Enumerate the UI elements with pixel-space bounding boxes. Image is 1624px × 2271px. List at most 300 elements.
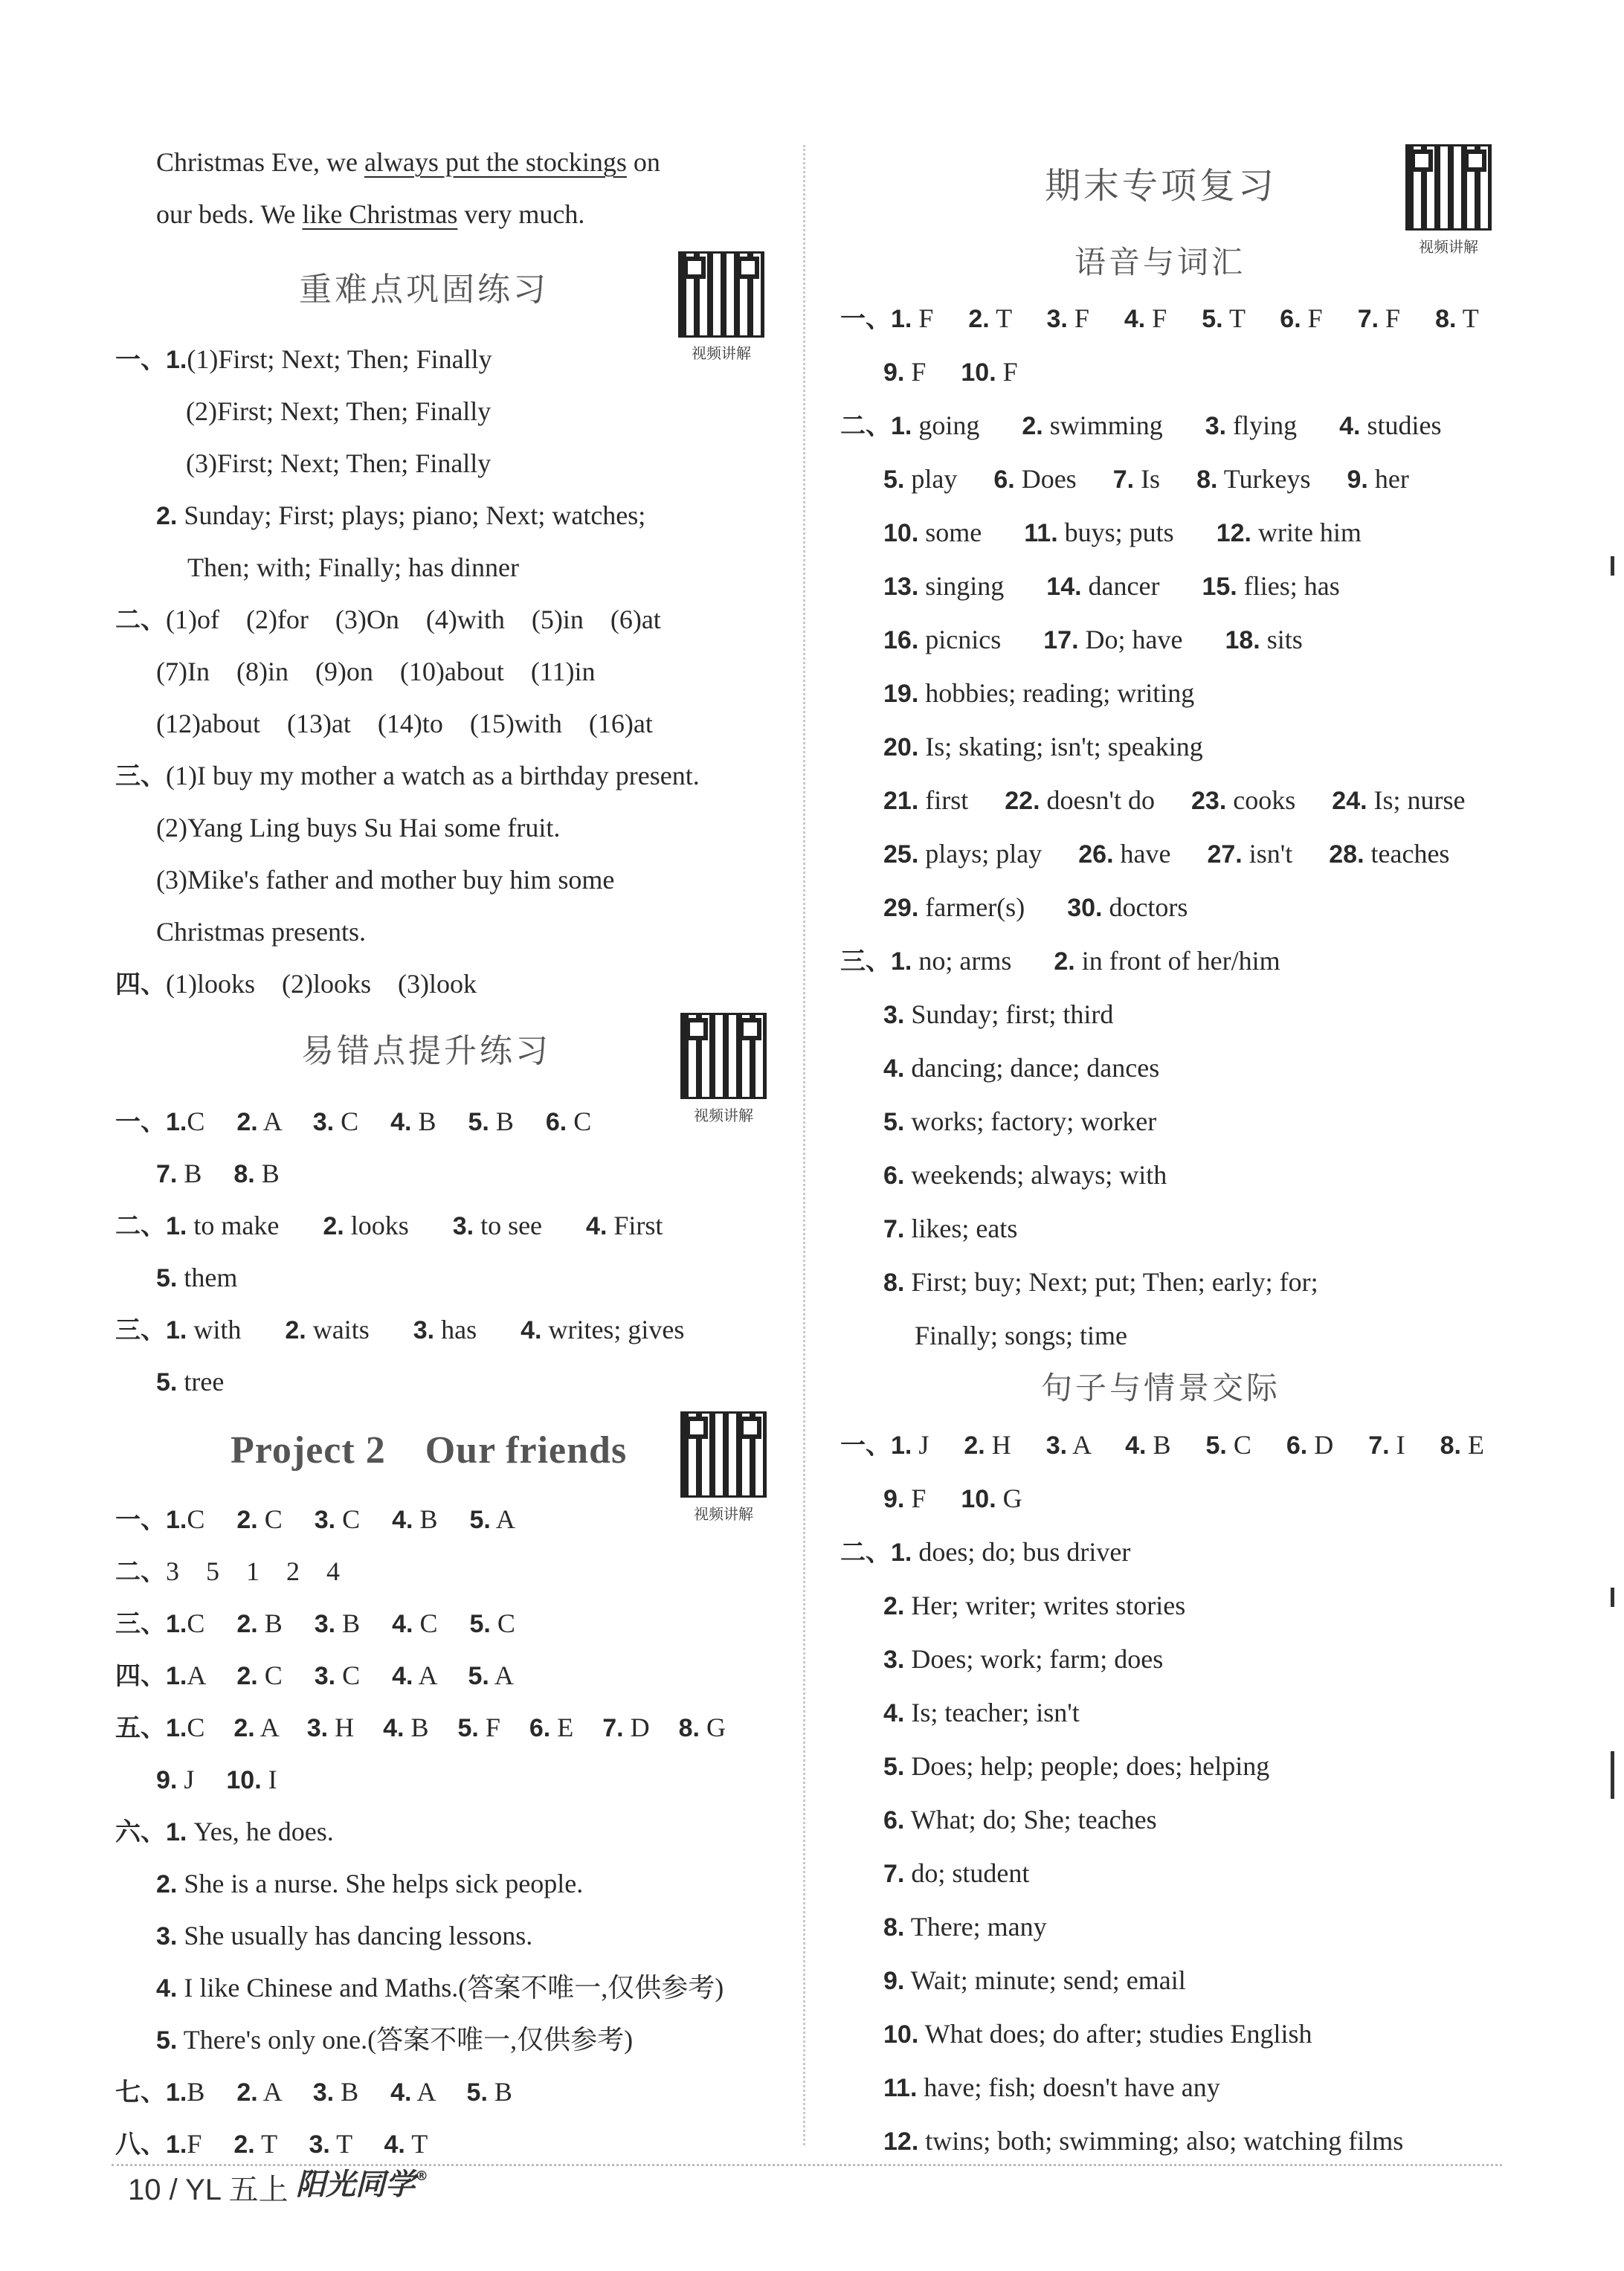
answer-text: singing [925,571,1005,601]
main-title: 期末专项复习 [1045,165,1277,207]
answer-text: weekends; always; with [911,1160,1167,1190]
question-number: 4. [383,1714,405,1742]
question-number: 一、1. [115,346,187,374]
question-number: 9. [1347,466,1368,494]
question-number: 11. [883,2074,918,2102]
question-number: 2. [964,1431,985,1460]
answer-text: hobbies; reading; writing [925,678,1195,708]
question-number: 4. [1339,412,1361,440]
question-number: 三、1. [115,1610,187,1638]
answer-text: teaches [1370,839,1450,869]
question-number: 5. [466,2078,488,2107]
question-number: 8. [1196,466,1218,494]
answer-text: Is; skating; isn't; speaking [925,732,1203,761]
question-number: 2. [236,1610,258,1638]
section-title: 易错点提升练习 [301,1032,551,1070]
answer-text: do; student [911,1858,1030,1888]
answer-text: F [187,2129,202,2159]
question-number: 3. [306,1714,329,1742]
answer-text: does; do; bus driver [918,1537,1131,1567]
question-number: 2. [236,1662,258,1690]
question-number: 4. [883,1054,905,1083]
question-number: 20. [883,733,919,761]
answer-text: I [268,1765,277,1794]
answer-text: J [184,1765,195,1794]
answer-text: Is [1141,464,1161,494]
answer-text: A [1072,1430,1091,1460]
registered-mark: ® [415,2168,428,2184]
question-number: 29. [883,894,919,922]
answer-text: F [1074,303,1089,333]
answer-line [883,1054,1159,1081]
answer-text: B [341,2077,359,2107]
answer-text: Is; teacher; isn't [911,1698,1080,1727]
answer-line [883,1753,1269,1779]
answer-text: A [260,1713,278,1742]
answer-line [156,1160,280,1187]
answer-text: B [184,1159,202,1188]
edge-mark [1611,1588,1614,1607]
answer-text: Sunday; First; plays; piano; Next; watches; [184,500,646,530]
answer-line [115,1506,515,1533]
answer-text: C [497,1608,515,1638]
answer-text: them [184,1263,238,1292]
answer-text: F [911,357,927,387]
answer-text: A [262,2077,281,2107]
question-number: 9. [883,1485,905,1513]
answer-line [115,762,700,789]
answer-text: Yes, he does. [193,1817,334,1846]
question-number: 7. [1112,466,1135,494]
answer-text: C [187,1608,205,1638]
question-number: 14. [1046,573,1082,601]
answer-text: A [418,1660,436,1690]
answer-text: H [991,1430,1011,1460]
answer-line [883,358,1018,385]
answer-text: Does [1021,464,1077,494]
question-number: 三、1. [115,1316,187,1344]
answer-line [156,2026,633,2053]
question-number: 四、1. [115,1662,187,1690]
answer-text: (1)I buy my mother a watch as a birthday present. [166,761,700,790]
answer-text: J [918,1430,929,1460]
answer-line [883,787,1466,814]
answer-text: F [1152,303,1167,333]
answer-text: cooks [1233,785,1296,815]
answer-line [115,1662,514,1689]
question-number: 3. [1046,305,1068,333]
answer-text: works; factory; worker [911,1106,1157,1136]
question-number: 2. [1054,947,1075,976]
answer-line [883,680,1194,706]
question-number: 2. [236,2078,258,2107]
question-number: 5. [469,1506,491,1534]
question-number: 5. [156,2026,178,2055]
answer-text: twins; both; swimming; also; watching films [925,2126,1404,2156]
answer-text: D [1314,1430,1334,1460]
answer-line [883,1485,1022,1512]
answer-text: There's only one.(答案不唯一,仅供参考) [183,2025,634,2055]
question-number: 3. [413,1316,435,1344]
answer-text: C [341,1106,359,1136]
answer-line [156,1870,583,1897]
answer-text: flying [1233,410,1298,440]
question-number: 7. [602,1714,624,1742]
answer-line [156,1974,724,2001]
answer-line [115,2078,512,2105]
answer-line [840,1431,1484,1458]
question-number: 2. [968,305,990,333]
answer-line [156,866,614,893]
question-number: 3. [314,1662,336,1690]
answer-text: Sunday; first; third [911,999,1114,1029]
question-number: 12. [883,2127,919,2156]
question-number: 4. [392,1662,413,1690]
answer-line [115,606,661,633]
question-number: 22. [1005,787,1040,815]
section-title: 重难点巩固练习 [299,271,549,309]
question-number: 二、1. [115,1212,187,1240]
question-number: 23. [1191,787,1227,815]
answer-line [883,1215,1017,1242]
answer-text: B [187,2077,205,2107]
question-number: 7. [1368,1431,1390,1460]
text-run: Christmas Eve, we [156,147,364,177]
answer-line [883,2074,1220,2101]
answer-text: studies [1367,410,1442,440]
answer-text: write him [1257,518,1362,547]
answer-line [883,519,1362,546]
question-number: 4. [392,1506,413,1534]
answer-line [115,346,492,373]
answer-text: in front of her/him [1081,946,1280,976]
answer-text: has [441,1315,477,1344]
edge-mark [1611,1751,1614,1799]
answer-line [883,1269,1318,1295]
answer-text: She is a nurse. She helps sick people. [184,1869,584,1898]
question-number: 8. [1435,305,1457,333]
answer-line [156,502,645,529]
question-number: 3. [312,2078,335,2107]
qr-caption: 视频讲解 [1419,238,1478,256]
qr-code-icon[interactable] [1405,144,1492,231]
answer-line [186,398,491,425]
answer-line [156,658,596,685]
answer-text: F [918,303,934,333]
answer-text: farmer(s) [925,892,1025,922]
answer-text: have [1120,839,1171,869]
answer-text: C [1233,1430,1251,1460]
answer-line [883,1162,1167,1188]
answer-text: G [1002,1484,1022,1513]
question-number: 二、 [115,606,166,634]
answer-text: swimming [1049,410,1163,440]
answer-text: isn't [1248,839,1293,869]
question-number: 三、1. [840,947,912,976]
question-number: 3. [1045,1431,1068,1460]
answer-text: C [187,1106,205,1136]
answer-text: with [193,1315,242,1344]
question-number: 6. [993,466,1015,494]
answer-text: no; arms [918,946,1012,976]
answer-text: (12)about (13)at (14)to (15)with (16)at [156,709,653,738]
answer-text: B [1153,1430,1171,1460]
answer-line [840,305,1479,332]
qr-caption: 视频讲解 [694,1106,753,1124]
question-number: 9. [883,358,905,387]
answer-text: First [613,1211,663,1240]
question-number: 三、 [115,762,166,790]
text-run: on [626,147,660,177]
answer-text: flies; has [1243,571,1340,601]
answer-line [156,1922,532,1949]
answer-text: doctors [1109,892,1188,922]
answer-text: Is; nurse [1373,785,1466,815]
question-number: 4. [390,2078,412,2107]
answer-text: her [1374,464,1409,494]
page-number: 10 / YL 五上 [128,2174,289,2206]
answer-text: tree [184,1367,225,1397]
brand-name: 阳光同学 [296,2168,415,2202]
answer-text: C [342,1660,361,1690]
answer-text: Turkeys [1223,464,1311,494]
question-number: 4. [586,1212,608,1240]
question-number: 一、1. [115,1108,187,1136]
answer-text: A [494,1660,514,1690]
answer-text: C [187,1713,205,1742]
answer-text: buys; puts [1064,518,1174,547]
question-number: 4. [883,1699,905,1727]
answer-text: There; many [910,1912,1047,1942]
answer-text: Finally; songs; time [915,1321,1128,1350]
answer-line [883,626,1303,653]
qr-caption: 视频讲解 [694,1505,753,1523]
question-number: 18. [1225,626,1260,654]
answer-text: T [336,2129,352,2159]
answer-text: F [1307,303,1323,333]
question-number: 5. [457,1714,479,1742]
question-number: 28. [1329,840,1364,869]
answer-text: Christmas presents. [156,917,366,947]
answer-text: waits [312,1315,370,1344]
question-number: 3. [156,1922,178,1951]
question-number: 2. [236,1108,258,1136]
answer-text: F [911,1484,927,1513]
answer-line [186,450,491,477]
answer-line [883,1646,1163,1672]
answer-text: A [416,2077,435,2107]
answer-text: What does; do after; studies English [924,2019,1312,2049]
answer-line [156,1368,224,1395]
answer-text: looks [350,1211,409,1240]
qr-code-icon[interactable] [680,1013,767,1099]
answer-text: T [261,2129,277,2159]
footer-rule [112,2164,1502,2166]
text-run: very much. [457,199,585,229]
question-number: 3. [883,1001,905,1029]
intro-line-1 [156,149,660,175]
answer-line [115,1714,726,1741]
question-number: 一、1. [840,1431,912,1460]
question-number: 3. [309,2130,330,2159]
answer-line [883,1592,1185,1619]
answer-text: sits [1266,625,1303,654]
answer-text: E [1467,1430,1484,1460]
answer-text: (1)of (2)for (3)On (4)with (5)in (6)at [166,605,661,634]
qr-code-icon[interactable] [678,251,764,338]
answer-line [840,412,1441,439]
question-number: 2. [233,1714,255,1742]
question-number: 10. [961,1485,996,1513]
question-number: 4. [156,1974,178,2003]
question-number: 3. [1205,412,1227,440]
question-number: 一、1. [840,305,912,333]
question-number: 2. [883,1592,905,1620]
brand-logo [296,2170,428,2200]
answer-text: likes; eats [911,1214,1018,1243]
question-number: 26. [1078,840,1114,869]
question-number: 10. [883,519,919,547]
answer-text: (2)Yang Ling buys Su Hai some fruit. [156,813,561,843]
answer-text: C [264,1660,283,1690]
answer-text: to see [480,1211,543,1240]
answer-text: C [264,1504,283,1534]
column-divider [803,145,805,2145]
question-number: 五、1. [115,1714,187,1742]
qr-caption: 视频讲解 [692,344,751,362]
question-number: 5. [883,1753,905,1781]
question-number: 6. [1286,1431,1308,1460]
section-title: Project 2 Our friends [231,1429,628,1472]
question-number: 30. [1067,894,1103,922]
answer-line [883,894,1188,921]
answer-line [883,466,1409,492]
question-number: 4. [521,1316,542,1344]
section-title: 句子与情景交际 [1041,1370,1281,1406]
question-number: 10. [226,1766,262,1794]
answer-text: Does; help; people; does; helping [911,1751,1270,1781]
answer-text: E [557,1713,574,1742]
answer-text: She usually has dancing lessons. [184,1921,533,1951]
question-number: 8. [233,1160,255,1188]
intro-line-2 [156,201,584,228]
question-number: 5. [1205,1431,1227,1460]
answer-text: A [262,1106,281,1136]
answer-text: to make [193,1211,280,1240]
question-number: 11. [1024,519,1058,547]
answer-text: B [418,1106,436,1136]
answer-text: C [187,1504,205,1534]
question-number: 27. [1207,840,1243,869]
answer-text: doesn't do [1046,785,1156,815]
answer-line [915,1322,1127,1349]
question-number: 3. [314,1506,336,1534]
question-number: 15. [1202,573,1237,601]
answer-text: (7)In (8)in (9)on (10)about (11)in [156,657,596,686]
answer-text: dancing; dance; dances [911,1053,1160,1083]
question-number: 5. [883,466,905,494]
question-number: 12. [1216,519,1251,547]
answer-text: I like Chinese and Maths.(答案不唯一,仅供参考) [184,1973,724,2003]
answer-text: picnics [925,625,1002,654]
answer-text: B [261,1159,280,1188]
answer-line [156,710,653,737]
question-number: 8. [883,1913,905,1942]
question-number: 7. [883,1860,905,1888]
answer-text: B [342,1608,361,1638]
answer-text: Her; writer; writes stories [911,1591,1186,1620]
answer-text: first [925,785,969,815]
question-number: 8. [883,1269,905,1297]
answer-text: Does; work; farm; does [911,1644,1164,1674]
answer-line [115,1558,340,1585]
answer-text: F [1002,357,1018,387]
question-number: 2. [1022,412,1043,440]
answer-line [115,1212,663,1239]
question-number: 5. [156,1264,178,1292]
answer-text: B [419,1504,438,1534]
answer-text: B [264,1608,283,1638]
question-number: 2. [156,502,178,530]
answer-text: have; fish; doesn't have any [924,2072,1220,2102]
answer-text: What; do; She; teaches [910,1805,1157,1834]
question-number: 5. [883,1108,905,1136]
answer-text: T [996,303,1012,333]
question-number: 2. [156,1870,178,1898]
question-number: 7. [156,1160,178,1188]
answer-line [883,1806,1157,1833]
question-number: 8. [1440,1431,1461,1460]
answer-line [883,1001,1113,1028]
question-number: 6. [883,1162,905,1190]
question-number: 3. [452,1212,474,1240]
answer-text: H [335,1713,355,1742]
question-number: 2. [323,1212,344,1240]
answer-text: D [630,1713,650,1742]
answer-text: (3)First; Next; Then; Finally [186,448,492,478]
answer-text: (1)looks (2)looks (3)look [166,969,477,999]
underlined-answer: like Christmas [302,199,458,229]
answer-text: Do; have [1085,625,1183,654]
question-number: 5. [156,1368,178,1397]
underlined-answer: always put the stockings [364,147,627,177]
qr-code-icon[interactable] [680,1411,767,1498]
question-number: 5. [1202,305,1223,333]
question-number: 一、1. [115,1506,187,1534]
question-number: 2. [236,1506,258,1534]
question-number: 10. [883,2020,919,2049]
text-run: our beds. We [156,199,303,229]
answer-text: (3)Mike's father and mother buy him some [156,865,615,895]
answer-text: T [411,2129,428,2159]
answer-line [115,1818,334,1845]
answer-text: B [494,2077,512,2107]
answer-line [156,1264,237,1291]
question-number: 10. [961,358,996,387]
answer-line [156,918,366,945]
answer-text: C [419,1608,438,1638]
answer-line [883,1699,1080,1726]
question-number: 二、1. [840,412,912,440]
answer-line [883,840,1449,867]
answer-text: writes; gives [548,1315,685,1344]
question-number: 八、1. [115,2130,187,2159]
question-number: 5. [468,1108,489,1136]
question-number: 4. [392,1610,413,1638]
answer-line [883,573,1340,599]
answer-line [115,2130,428,2157]
answer-text: T [1462,303,1479,333]
